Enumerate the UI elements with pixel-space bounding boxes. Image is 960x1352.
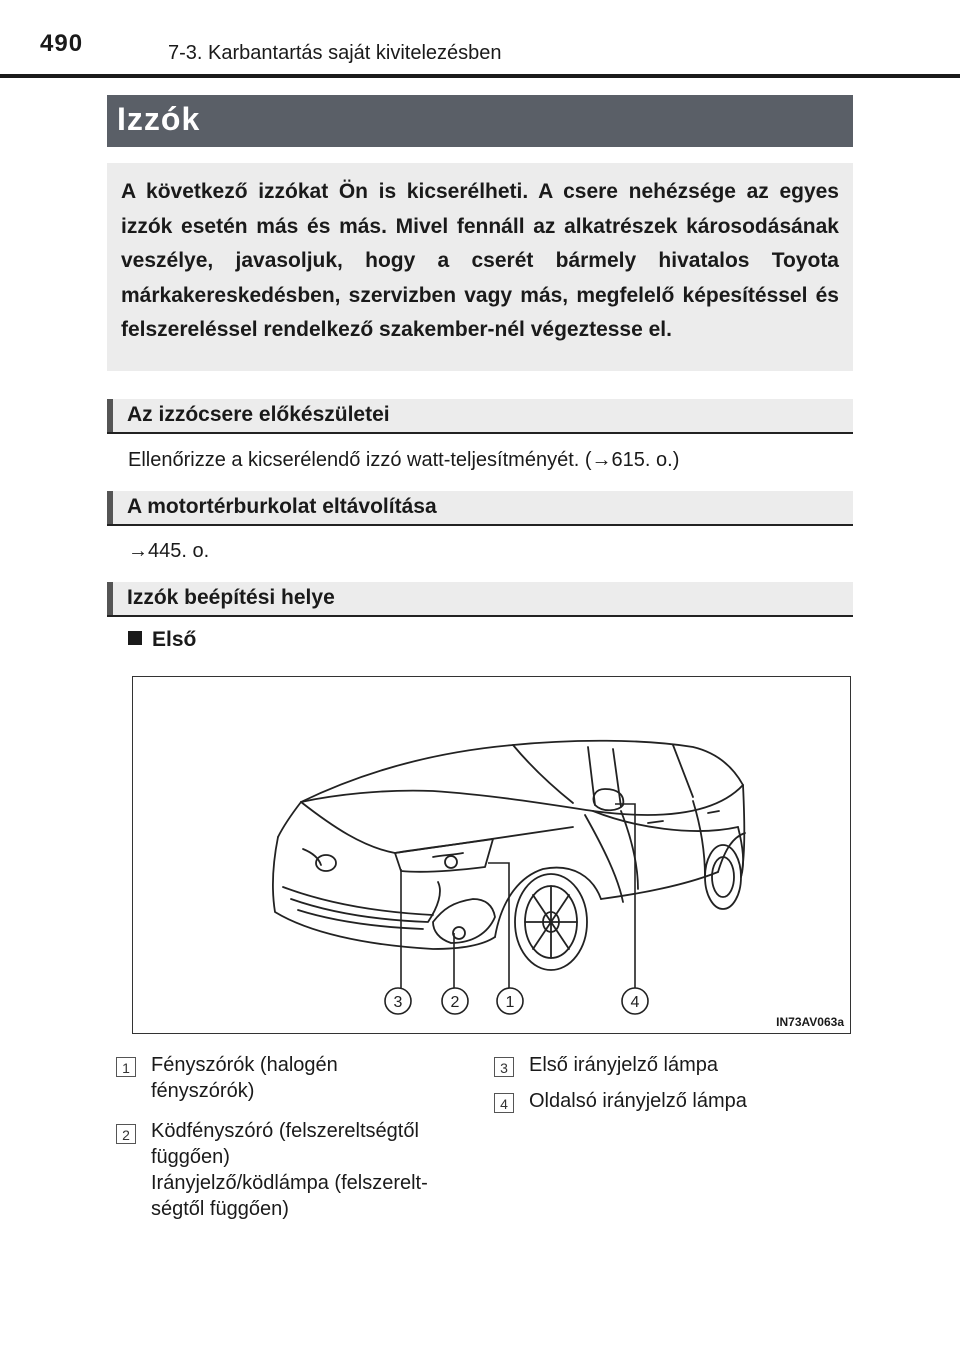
section-heading-engine-cover (107, 491, 853, 526)
legend-item-2 (151, 1118, 428, 1222)
legend-line: ségtől függően) (151, 1198, 289, 1220)
section-heading-bulb-locations (107, 582, 853, 617)
section-heading-label: Izzók beépítési helye (127, 586, 335, 609)
car-illustration (133, 677, 851, 1034)
legend-line: Fényszórók (halogén (151, 1054, 338, 1076)
section-text-preparation: Ellenőrizze a kicserélendő izzó watt-teljesítményét. (→615. o.) (128, 449, 680, 471)
chapter-title: 7-3. Karbantartás saját kivitelezésben (168, 42, 502, 64)
legend-number: 3 (494, 1057, 514, 1077)
page-title: Izzók (117, 101, 201, 137)
title-bar (107, 95, 853, 147)
legend-line: fényszórók) (151, 1080, 255, 1102)
figure-code: IN73AV063a (776, 1015, 844, 1029)
legend-item-1 (151, 1052, 338, 1104)
legend-line: Első irányjelző lámpa (529, 1054, 718, 1076)
callout-label: 3 (393, 994, 403, 1011)
legend-line: Oldalsó irányjelző lámpa (529, 1090, 747, 1112)
legend-line: függően) (151, 1146, 230, 1168)
callout-label: 4 (630, 994, 640, 1011)
intro-box (107, 163, 853, 371)
legend-number: 1 (116, 1057, 136, 1077)
legend-item-4 (529, 1088, 747, 1114)
callout-label: 2 (450, 994, 460, 1011)
square-bullet-icon (128, 631, 142, 645)
section-heading-label: A motortérburkolat eltávolítása (127, 495, 437, 518)
legend-line: Ködfényszóró (felszereltségtől (151, 1120, 419, 1142)
header-rule (0, 74, 960, 78)
legend-item-3 (529, 1052, 718, 1078)
legend-number: 4 (494, 1093, 514, 1113)
intro-text: A következő izzókat Ön is kicserélheti. A csere nehézsége az egyes izzók esetén más és más. Mivel fennáll az alkatrészek károsodásának veszélye, javasoljuk, hogy a cserét bármely hivatalos Toyota márkakereskedésben, szervizben vagy más, megfelelő képesítéssel és felszereléssel rendelkező szakember-nél végeztesse el. (121, 180, 839, 341)
page-number: 490 (40, 30, 84, 57)
subheading-label: Első (152, 628, 197, 651)
car-figure (132, 676, 851, 1034)
section-text-engine-cover: →445. o. (128, 540, 210, 562)
legend-line: Irányjelző/ködlámpa (felszerelt- (151, 1172, 428, 1194)
subheading-front (128, 628, 196, 652)
callout-label: 1 (505, 994, 515, 1011)
legend-number: 2 (116, 1124, 136, 1144)
section-heading-label: Az izzócsere előkészületei (127, 403, 390, 426)
section-heading-preparation (107, 399, 853, 434)
